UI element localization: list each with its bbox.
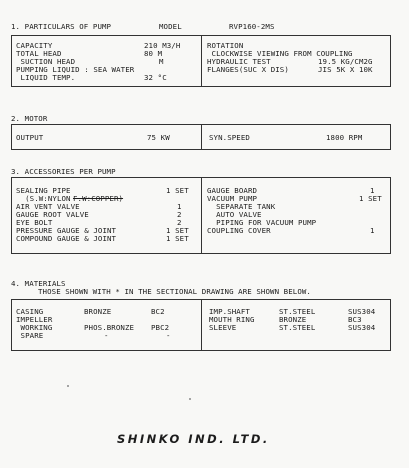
motor-section-heading: 2. MOTOR [11,114,48,123]
flanges-value: JIS 5K X 10K [318,65,373,74]
sleeve-part: SLEEVE [209,323,237,332]
casing-code: BC2 [151,307,165,316]
auto-valve-label: AUTO VALVE [207,210,262,219]
mouth-ring-part: MOUTH RING [209,315,255,324]
gauge-root-valve-label: GAUGE ROOT VALVE [16,210,89,219]
mouth-ring-code: BC3 [348,315,362,324]
separate-tank-label: SEPARATE TANK [207,202,276,211]
accessories-table-divider [201,177,202,254]
impeller-working-code: PBC2 [151,323,170,332]
imp-shaft-part: IMP.SHAFT [209,307,250,316]
output-label: OUTPUT [16,133,44,142]
pump-section-heading: 1. PARTICULARS OF PUMP [11,22,112,31]
liquid-temp-value: 32 °C [144,73,167,82]
materials-section-heading: 4. MATERIALS [11,279,66,288]
scan-speck [189,398,191,400]
model-value: RVP160-2MS [229,22,275,31]
capacity-label: CAPACITY [16,41,53,50]
vacuum-pump-label: VACUUM PUMP [207,194,258,203]
impeller-spare-code: - [166,331,171,340]
sealing-pipe-label: SEALING PIPE [16,186,71,195]
vacuum-pump-qty: 1 SET [359,194,382,203]
air-vent-valve-label: AIR VENT VALVE [16,202,80,211]
impeller-spare-part: SPARE [16,331,44,340]
imp-shaft-material: ST.STEEL [279,307,316,316]
impeller-working-part: WORKING [16,323,53,332]
flanges-label: FLANGES(SUC X DIS) [207,65,289,74]
eye-bolt-label: EYE BOLT [16,218,53,227]
liquid-temp-label: LIQUID TEMP. [16,73,76,82]
gauge-board-qty: 1 [370,186,375,195]
total-head-label: TOTAL HEAD [16,49,62,58]
capacity-value: 210 M3/H [144,41,181,50]
sleeve-code: SUS304 [348,323,376,332]
sealing-pipe-fw-material: F.W:COPPER) [73,194,124,203]
vacuum-piping-label: PIPING FOR VACUUM PUMP [207,218,317,227]
mouth-ring-material: BRONZE [279,315,307,324]
hydraulic-test-label: HYDRAULIC TEST [207,57,271,66]
suction-head-label: SUCTION HEAD [16,57,76,66]
coupling-cover-label: COUPLING COVER [207,226,271,235]
materials-note: THOSE SHOWN WITH * IN THE SECTIONAL DRAWING ARE SHOWN BELOW. [38,287,311,296]
coupling-cover-qty: 1 [370,226,375,235]
model-label: MODEL [159,22,182,31]
casing-material: BRONZE [84,307,112,316]
imp-shaft-code: SUS304 [348,307,376,316]
air-vent-valve-qty: 1 [177,202,182,211]
syn-speed-label: SYN.SPEED [209,133,250,142]
syn-speed-value: 1800 RPM [326,133,363,142]
sleeve-material: ST.STEEL [279,323,316,332]
pumping-liquid-label: PUMPING LIQUID : SEA WATER [16,65,135,74]
pressure-gauge-label: PRESSURE GAUGE & JOINT [16,226,117,235]
gauge-root-valve-qty: 2 [177,210,182,219]
materials-table-divider [201,299,202,351]
rotation-direction: CLOCKWISE VIEWING FROM COUPLING [207,49,353,58]
eye-bolt-qty: 2 [177,218,182,227]
pump-table-divider [201,35,202,87]
motor-table-divider [201,124,202,150]
total-head-value: 80 M [144,49,163,58]
compound-gauge-qty: 1 SET [166,234,189,243]
sealing-pipe-sw-material: (S.W:NYLON [16,194,71,203]
casing-part: CASING [16,307,44,316]
accessories-section-heading: 3. ACCESSORIES PER PUMP [11,167,116,176]
output-value: 75 KW [147,133,170,142]
compound-gauge-label: COMPOUND GAUGE & JOINT [16,234,117,243]
sealing-pipe-qty: 1 SET [166,186,189,195]
gauge-board-label: GAUGE BOARD [207,186,258,195]
impeller-part: IMPELLER [16,315,53,324]
hydraulic-test-value: 19.5 KG/CM2G [318,57,373,66]
suction-head-value: M [159,57,164,66]
impeller-spare-material: - [104,331,109,340]
impeller-working-material: PHOS.BRONZE [84,323,135,332]
pressure-gauge-qty: 1 SET [166,226,189,235]
rotation-label: ROTATION [207,41,244,50]
company-name: SHINKO IND. LTD. [117,432,270,446]
scan-speck [67,385,69,387]
